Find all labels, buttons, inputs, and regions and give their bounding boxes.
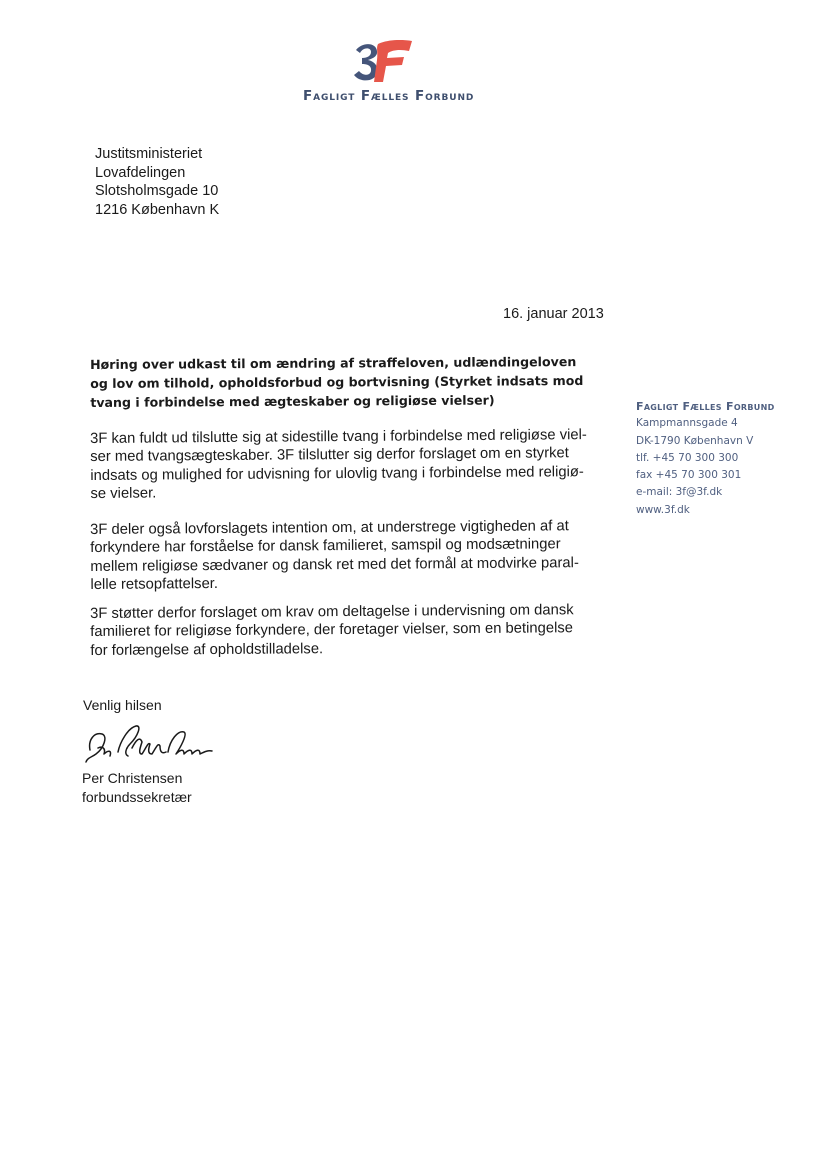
sender-contact-block: [636, 398, 775, 519]
subject-heading: [90, 352, 630, 412]
subject-line: og lov om tilhold, opholdsforbud og bortvisning (Styrket indsats mod: [90, 372, 584, 391]
recipient-line: Slotsholmsgade 10: [95, 183, 219, 200]
letterhead-org-name: Fagligt Fælles Forbund: [303, 88, 475, 104]
sidebar-org-name: Fagligt Fælles Forbund: [636, 400, 775, 413]
paragraph-line: indsats og mulighed for udvisning for ulovlig tvang i forbindelse med religiø-: [90, 463, 584, 484]
paragraph-line: mellem religiøse sædvaner og dansk ret med det formål at modvirke paral-: [90, 554, 579, 575]
subject-line: tvang i forbindelse med ægteskaber og religiøse vielser): [90, 392, 495, 410]
signatory-block: [82, 769, 192, 807]
paragraph-line: forkyndere har forståelse for dansk familieret, samspil og modsætninger: [90, 536, 561, 557]
paragraph-line: familieret for religiøse forkyndere, der foretager vielser, som en betingelse: [90, 620, 574, 641]
paragraph-line: se vielser.: [90, 485, 157, 503]
signatory-title: forbundssekretær: [82, 789, 192, 805]
sidebar-phone: tlf. +45 70 300 300: [636, 451, 739, 464]
recipient-line: 1216 København K: [95, 201, 220, 218]
paragraph-line: ser med tvangsægteskaber. 3F tilslutter sig derfor forslaget om en styrket: [90, 445, 569, 466]
recipient-line: Justitsministeriet: [95, 146, 203, 162]
letter-date: 16. januar 2013: [503, 306, 604, 322]
body-paragraph-3: [90, 601, 620, 660]
handwritten-signature: [84, 718, 214, 768]
signatory-name: Per Christensen: [82, 770, 183, 786]
sidebar-web: www.3f.dk: [636, 503, 690, 516]
sidebar-city: DK-1790 København V: [636, 434, 754, 447]
sidebar-email: e-mail: 3f@3f.dk: [636, 486, 723, 499]
paragraph-line: 3F kan fuldt ud tilslutte sig at sidestille tvang i forbindelse med religiøse viel-: [90, 427, 587, 447]
closing-greeting: Venlig hilsen: [83, 697, 162, 713]
sidebar-address: Kampmannsgade 4: [636, 417, 738, 430]
recipient-address: [95, 145, 219, 219]
recipient-line: Lovafdelingen: [95, 164, 186, 181]
paragraph-line: for forlængelse af opholdstilladelse.: [90, 640, 324, 659]
paragraph-line: 3F støtter derfor forslaget om krav om deltagelse i undervisning om dansk: [90, 602, 574, 622]
3f-logo-icon: [352, 38, 414, 84]
sidebar-fax: fax +45 70 300 301: [636, 469, 742, 482]
subject-line: Høring over udkast til om ændring af straffeloven, udlændingeloven: [90, 354, 577, 372]
body-paragraph-1: [90, 426, 621, 504]
paragraph-line: lelle retsopfattelser.: [90, 576, 219, 594]
body-paragraph-2: [90, 517, 621, 595]
paragraph-line: 3F deler også lovforslagets intention om, at understrege vigtigheden af at: [90, 518, 569, 538]
